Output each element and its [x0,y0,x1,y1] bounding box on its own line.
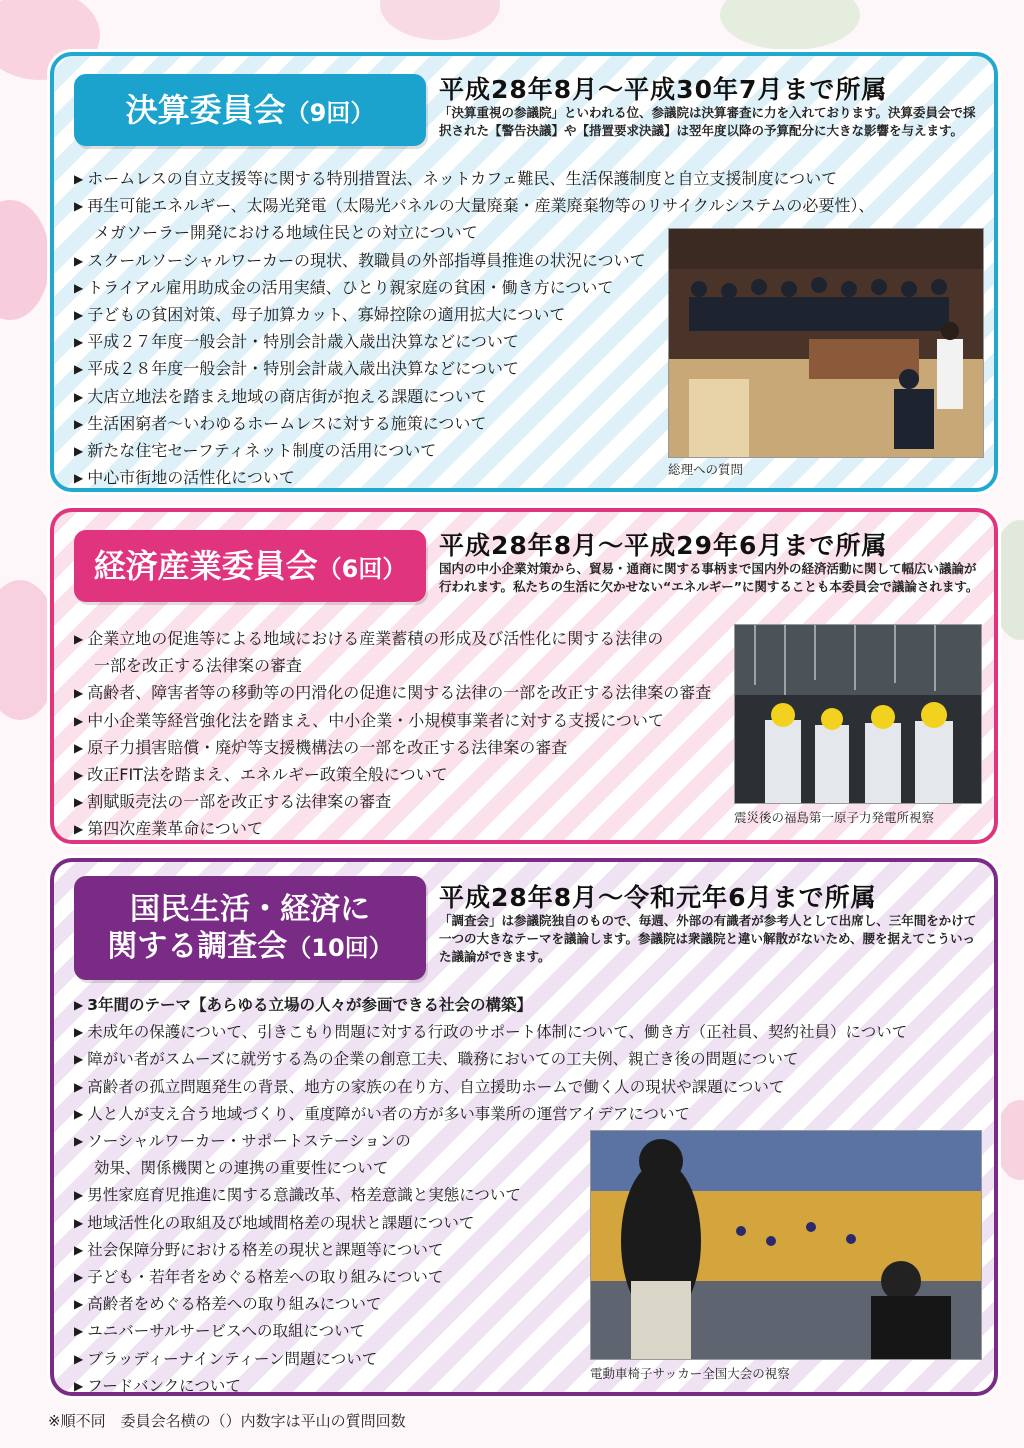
list-item: 一部を改正する法律案の審査 [94,656,303,676]
photo-caption: 震災後の福島第一原子力発電所視察 [734,810,935,825]
membership-period: 平成28年8月～平成30年7月まで所属 [439,75,888,104]
list-item: ▶ 中心市街地の活性化について [74,465,874,492]
list-item: ▶ ホームレスの自立支援等に関する特別措置法、ネットカフェ難民、生活保護制度と自立支援制度について [74,166,874,193]
list-item: ▶ 高齢者をめぐる格差への取り組みについて [74,1291,907,1318]
list-item: ▶ スクールソーシャルワーカーの現状、教職員の外部指導員推進の状況について [74,248,874,275]
membership-period: 平成28年8月～令和元年6月まで所属 [439,883,877,912]
committee-title-badge [74,876,426,980]
list-item: 効果、関係機関との連携の重要性について [94,1159,389,1178]
list-item: ▶ 未成年の保護について、引きこもり問題に対する行政のサポート体制について、働き方（正社員、契約社員）について [74,1019,907,1046]
list-item: ▶ 割賦販売法の一部を改正する法律案の審査 [74,789,711,816]
committee-name: 経済産業委員会 [93,547,318,585]
membership-period: 平成28年8月～平成29年6月まで所属 [439,531,888,560]
list-item: ▶ 高齢者の孤立問題発生の背景、地方の家族の在り方、自立援助ホームで働く人の現状や課題について [74,1074,907,1101]
committee-title-badge [74,530,426,602]
flower-decoration [720,0,860,50]
list-item: ▶ 大店立地法を踏まえ地域の商店街が抱える課題について [74,384,874,411]
list-item: ▶ 地域活性化の取組及び地域間格差の現状と課題について [74,1210,907,1237]
kessan-committee-panel [50,52,998,492]
flower-decoration [0,200,50,320]
question-count: （9回） [285,99,375,127]
list-item: ▶ 企業立地の促進等による地域における産業蓄積の形成及び活性化に関する法律の [74,626,711,653]
photo-caption: 総理への質問 [668,462,744,477]
footnote: ※順不同 委員会名横の（）内数字は平山の質問回数 [48,1412,406,1430]
list-item: ▶ 3年間のテーマ【あらゆる立場の人々が参画できる社会の構築】 [74,992,907,1019]
list-item: ▶ 新たな住宅セーフティネット制度の活用について [74,438,874,465]
list-item: ▶ ソーシャルワーカー・サポートステーションの [74,1128,907,1155]
committee-description: 「決算重視の参議院」といわれる位、参議院は決算審査に力を入れております。決算委員会で採択された【警告決議】や【措置要求決議】は翌年度以降の予算配分に大きな影響を与えます。 [439,105,976,138]
list-item: ▶ 高齢者、障害者等の移動等の円滑化の促進に関する法律の一部を改正する法律案の審査 [74,680,711,707]
list-item: ▶ 男性家庭育児推進に関する意識改革、格差意識と実態について [74,1182,907,1209]
photo-caption: 電動車椅子サッカー全国大会の視察 [590,1366,790,1381]
list-item: ▶ 平成２７年度一般会計・特別会計歳入歳出決算などについて [74,329,874,356]
soccer-event-photo [590,1130,982,1360]
plant-inspection-photo [734,624,982,804]
list-item: ▶ 第四次産業革命について [74,816,711,843]
committee-title-badge [74,74,426,146]
question-count: （6回） [317,555,407,583]
list-item: ▶ 改正FIT法を踏まえ、エネルギー政策全般について [74,762,711,789]
list-item: ▶ 社会保障分野における格差の現状と課題等について [74,1237,907,1264]
list-item: ▶ トライアル雇用助成金の活用実績、ひとり親家庭の貧困・働き方について [74,275,874,302]
committee-name-line1: 国民生活・経済に [130,891,370,927]
topic-list [74,626,711,844]
committee-description: 「調査会」は参議院独自のもので、毎週、外部の有識者が参考人として出席し、三年間をかけて一つの大きなテーマを議論します。参議院は衆議院と違い解散がないため、腰を据えてこういった議論ができます。 [439,913,977,964]
list-item: ▶ 中小企業等経営強化法を踏まえ、中小企業・小規模事業者に対する支援について [74,708,711,735]
committee-description: 国内の中小企業対策から、貿易・通商に関する事柄まで国内外の経済活動に関して幅広い議論が行われます。私たちの生活に欠かせない“エネルギー”に関することも本委員会で議論されます。 [439,561,979,594]
list-item: ▶ 再生可能エネルギー、太陽光発電（太陽光パネルの大量廃棄・産業廃棄物等のリサイクルシステムの必要性）、 [74,193,874,220]
list-item: ▶ 原子力損害賠償・廃炉等支援機構法の一部を改正する法律案の審査 [74,735,711,762]
list-item: ▶ ユニバーサルサービスへの取組について [74,1318,907,1345]
kokumin-seikatsu-research-panel [50,858,998,1396]
list-item: ▶ 生活困窮者～いわゆるホームレスに対する施策について [74,411,874,438]
list-item: ▶ フードバンクについて [74,1373,907,1396]
list-item: メガソーラー開発における地域住民との対立について [94,223,478,243]
list-item: ▶ 子ども・若年者をめぐる格差への取り組みについて [74,1264,907,1291]
keizai-sangyo-committee-panel [50,508,998,844]
list-item: ▶ 障がい者がスムーズに就労する為の企業の創意工夫、職務においての工夫例、親亡き後の問題について [74,1046,907,1073]
list-item: ▶ 平成２８年度一般会計・特別会計歳入歳出決算などについて [74,356,874,383]
question-count: （10回） [287,934,393,962]
list-item: ▶ 人と人が支え合う地域づくり、重度障がい者の方が多い事業所の運営アイデアについて [74,1101,907,1128]
committee-name-line2: 関する調査会 [107,929,288,964]
list-item: ▶ ブラッディーナインティーン問題について [74,1346,907,1373]
flower-decoration [995,1100,1024,1180]
list-item: ▶ 子どもの貧困対策、母子加算カット、寡婦控除の適用拡大について [74,302,874,329]
committee-name: 決算委員会 [125,91,286,129]
committee-session-photo [668,228,984,458]
flower-decoration [380,0,500,40]
